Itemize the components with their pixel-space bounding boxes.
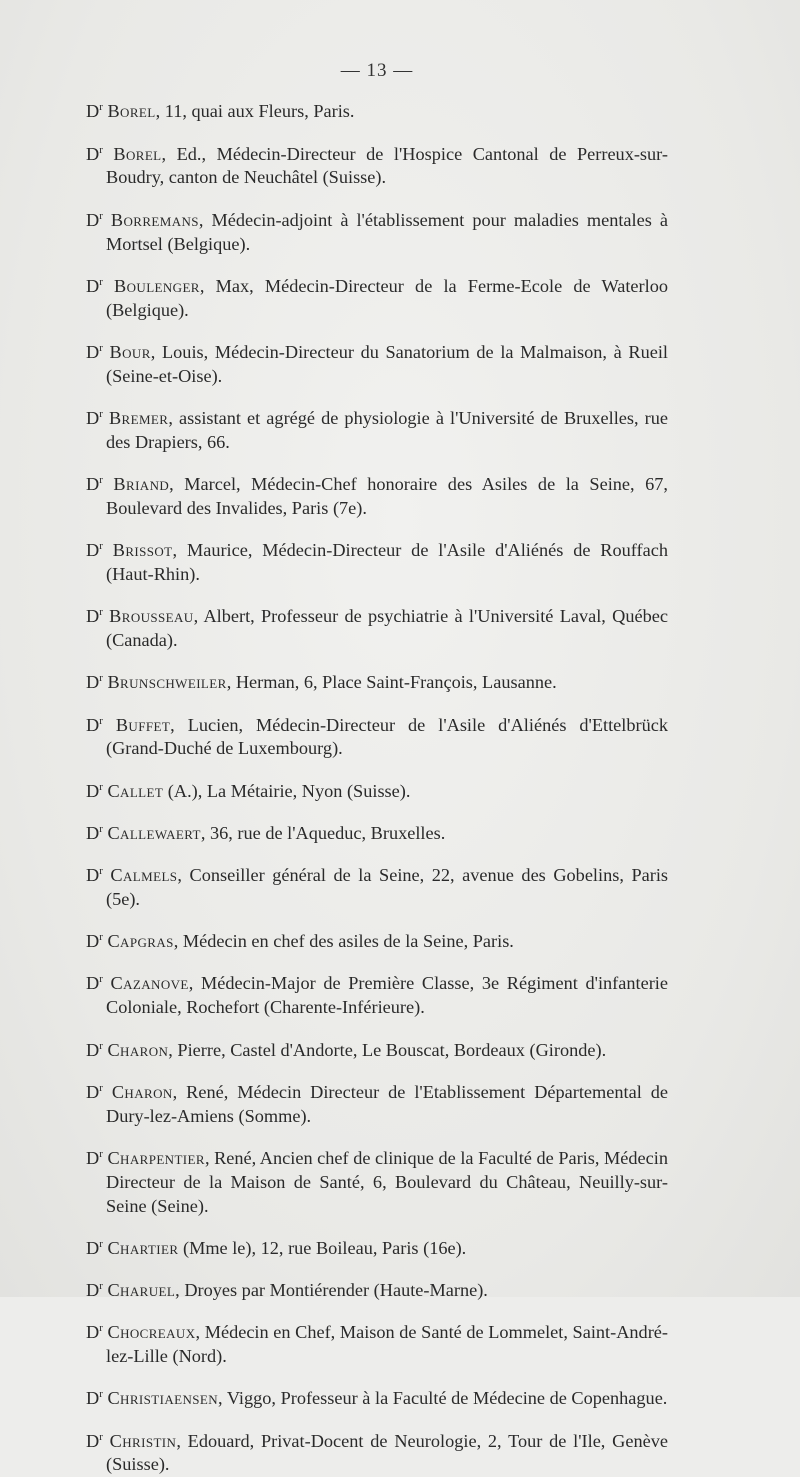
entry-title: $D^r$ [86, 865, 103, 886]
page-number: — 13 — [340, 60, 414, 81]
entry-name: Brousseau [109, 606, 194, 627]
entry-details: , Médecin-Major de Première Classe, 3e Régiment d'infanterie Coloniale, Rochefort (Charente-Inférieure). [106, 973, 668, 1018]
entry-details: , Marcel, Médecin-Chef honoraire des Asiles de la Seine, 67, Boulevard des Invalides, Paris (7e). [106, 474, 668, 518]
entry-name: Calmels [110, 865, 178, 886]
list-item [86, 1039, 668, 1063]
entry-details: , Ed., Médecin-Directeur de l'Hospice Cantonal de Perreux-sur-Boudry, canton de Neuchâtel (Suisse). [106, 143, 668, 188]
list-item [86, 100, 668, 124]
entry-name: Borremans [110, 209, 199, 230]
entry-details: , Maurice, Médecin-Directeur de l'Asile d'Aliénés de Rouffach (Haut-Rhin). [106, 540, 668, 585]
list-item [86, 143, 668, 191]
list-item [86, 714, 668, 762]
list-item [86, 671, 668, 695]
entry-title: $D^r$ [86, 540, 103, 561]
list-item [86, 1237, 668, 1261]
entry-title: $D^r$ [86, 1430, 103, 1451]
list-item [86, 930, 668, 954]
entry-title: $D^r$ [86, 1147, 103, 1168]
list-item [86, 539, 668, 587]
entry-name: Callewaert [107, 822, 201, 843]
entry-details: , Max, Médecin-Directeur de la Ferme-Ecole de Waterloo (Belgique). [106, 275, 668, 320]
entry-title: $D^r$ [86, 714, 103, 735]
entry-details: , Herman, 6, Place Saint-François, Lausanne. [226, 672, 557, 693]
entry-title: $D^r$ [86, 1081, 103, 1102]
list-item [86, 407, 668, 455]
entry-title: $D^r$ [86, 1039, 103, 1060]
entry-details: (Mme le), 12, rue Boileau, Paris (16e). [178, 1237, 467, 1258]
entry-details: , 11, quai aux Fleurs, Paris. [155, 101, 355, 122]
list-item [86, 1387, 668, 1411]
list-item [86, 972, 668, 1020]
entry-name: Borel [113, 143, 162, 164]
entry-details: , René, Médecin Directeur de l'Etablissement Départemental de Dury-lez-Amiens (Somme). [106, 1081, 668, 1126]
entry-title: $D^r$ [86, 672, 103, 693]
entry-title: $D^r$ [86, 1322, 103, 1343]
entry-details: , assistant et agrégé de physiologie à l'Université de Bruxelles, rue des Drapiers, 66. [106, 407, 669, 452]
entry-title: $D^r$ [86, 143, 103, 164]
list-item [86, 822, 668, 846]
entry-title: $D^r$ [86, 275, 103, 296]
entry-name: Boulenger [114, 275, 200, 296]
entry-details: , Médecin en Chef, Maison de Santé de Lommelet, Saint-André-lez-Lille (Nord). [106, 1322, 668, 1367]
entry-name: Charpentier [107, 1147, 205, 1168]
entry-title: $D^r$ [86, 209, 103, 230]
entry-name: Buffet [115, 714, 171, 735]
entry-title: $D^r$ [86, 1237, 103, 1258]
entry-name: Charon [107, 1039, 169, 1060]
entry-title: $D^r$ [86, 407, 103, 428]
entry-title: $D^r$ [86, 101, 103, 122]
entry-title: $D^r$ [86, 1388, 103, 1409]
entry-details: , Louis, Médecin-Directeur du Sanatorium de la Malmaison, à Rueil (Seine-et-Oise). [106, 341, 668, 386]
entry-name: Callet [107, 780, 164, 801]
list-item [86, 341, 668, 389]
list-item [86, 1430, 668, 1477]
entry-details: , Droyes par Montiérender (Haute-Marne). [175, 1280, 488, 1301]
entry-name: Charuel [107, 1280, 176, 1301]
entry-details: , Albert, Professeur de psychiatrie à l'Université Laval, Québec (Canada). [106, 606, 668, 651]
entry-title: $D^r$ [86, 973, 103, 994]
list-item [86, 864, 668, 912]
entry-details: , René, Ancien chef de clinique de la Faculté de Paris, Médecin Directeur de la Maison de Santé, 6, Boulevard du Château, Neuilly-sur-Seine (Seine). [106, 1147, 668, 1216]
entry-title: $D^r$ [86, 341, 103, 362]
entry-details: , Lucien, Médecin-Directeur de l'Asile d'Aliénés d'Ettelbrück (Grand-Duché de Luxembourg). [106, 714, 668, 759]
list-item [86, 1081, 668, 1129]
list-item [86, 1279, 668, 1303]
entry-name: Cazanove [110, 973, 189, 994]
entry-name: Chocreaux [107, 1322, 196, 1343]
list-item [86, 1147, 668, 1219]
entry-details: , Médecin en chef des asiles de la Seine, Paris. [173, 931, 514, 952]
list-item [86, 209, 668, 257]
entry-details: (A.), La Métairie, Nyon (Suisse). [163, 780, 411, 801]
entry-title: $D^r$ [86, 931, 103, 952]
entry-name: Charon [111, 1081, 173, 1102]
entry-details: , Viggo, Professeur à la Faculté de Médecine de Copenhague. [218, 1388, 668, 1409]
list-item [86, 473, 668, 521]
list-item [86, 1321, 668, 1369]
entry-title: $D^r$ [86, 606, 103, 627]
entry-title: $D^r$ [86, 473, 103, 495]
list-item [86, 605, 668, 653]
entry-title: $D^r$ [86, 1279, 103, 1301]
entry-name: Christiaensen [107, 1388, 219, 1409]
entry-name: Capgras [107, 931, 174, 952]
entry-name: Bremer [108, 407, 169, 428]
entry-name: Brissot [112, 540, 173, 561]
entry-name: Borel [107, 101, 156, 122]
entry-details: , 36, rue de l'Aqueduc, Bruxelles. [200, 822, 446, 843]
entry-title: $D^r$ [86, 822, 103, 843]
entry-name: Brunschweiler [107, 672, 227, 693]
entry-title: $D^r$ [86, 780, 103, 801]
entry-details: , Conseiller général de la Seine, 22, avenue des Gobelins, Paris (5e). [106, 865, 669, 909]
member-list [86, 100, 668, 1477]
entry-details: , Médecin-adjoint à l'établissement pour maladies mentales à Mortsel (Belgique). [106, 209, 668, 254]
entry-name: Christin [109, 1430, 177, 1451]
entry-details: , Pierre, Castel d'Andorte, Le Bouscat, Bordeaux (Gironde). [168, 1039, 607, 1060]
entry-name: Chartier [107, 1237, 179, 1258]
list-item [86, 780, 668, 804]
entry-name: Briand [113, 474, 170, 495]
entry-name: Bour [109, 341, 151, 362]
entry-details: , Edouard, Privat-Docent de Neurologie, 2, Tour de l'Ile, Genève (Suisse). [106, 1430, 668, 1475]
list-item [86, 275, 668, 323]
